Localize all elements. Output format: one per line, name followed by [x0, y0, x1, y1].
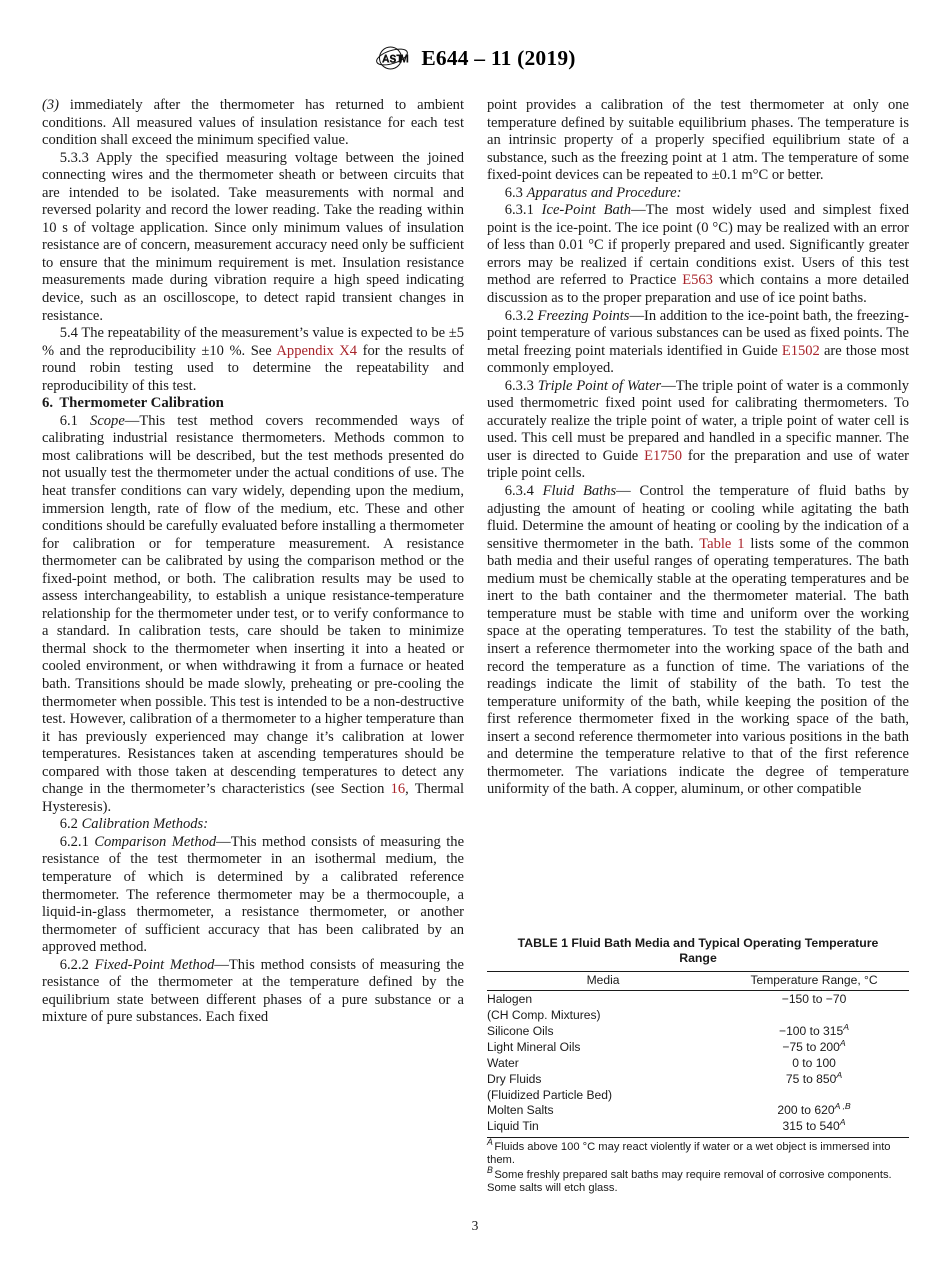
clause-number-6-3-2: 6.3.2 [504, 307, 534, 324]
paragraph-6-3-4-body-b: lists some of the common bath media and their useful ranges of operating temperatures. The bath medium must be chemically stable at the operating temperatures and be inert to the bath container and the thermometer material. The bath temperature must be stable with time and uniform over the working space at the operating temperatures. To test the stability of the bath, insert a reference thermometer into the working space of the bath and record the temperature as a function of time. The variations of the readings indicate the limit of stability of the bath. To test the temperature uniformity of the bath, while keeping the position of the first reference thermometer fixed in the working space of the bath, insert a second reference thermometer into various positions in the bath and determine the temperature relative to that of the first reference thermometer. The variations indicate the degree of temperature uniformity of the bath. A copper, aluminum, or other compatible [487, 535, 909, 798]
clause-number-6-3-1: 6.3.1 [504, 202, 534, 219]
paragraph-6-3-1 [487, 202, 909, 307]
cell-media: Molten Salts [487, 1103, 554, 1118]
paragraph-5-4 [42, 325, 464, 395]
paragraph-6-3-3-body-a: —The triple point of water is a commonly used thermometric fixed point used for calibrating thermometers. To accurately realize the triple point of water, a triple point of water cell is used. This cell must be prepared and handled in a specific manner. The user is directed to Guide [487, 377, 910, 464]
section-heading-6 [42, 395, 464, 413]
astm-logo-icon [374, 44, 410, 72]
section-heading-6-title: Thermometer Calibration [59, 395, 224, 412]
paragraph-6-3 [487, 185, 909, 203]
cell-media: Dry Fluids [487, 1071, 542, 1086]
clause-number-6-1: 6.1 [59, 412, 78, 429]
footnote-marker: A ,B [834, 1101, 851, 1112]
cell-temperature-range: −150 to −70 [781, 991, 847, 1006]
cell-media: Light Mineral Oils [487, 1039, 581, 1054]
paragraph-6-3-2-body-a: —In addition to the ice-point bath, the freezing-point temperature of various substances can be used as fixed points. The metal freezing point materials identified in Guide [487, 307, 909, 359]
cell-media: Halogen [487, 991, 533, 1006]
clause-title-6-1: Scope [90, 412, 125, 429]
cell-media: Liquid Tin [487, 1119, 719, 1137]
cell-media: (Fluidized Particle Bed) [487, 1087, 613, 1102]
left-text-column [42, 97, 464, 1027]
clause-number-6-2-1: 6.2.1 [59, 833, 89, 850]
table-row [487, 1071, 909, 1087]
cell-temperature-range: 315 to 540$^A$ [719, 1119, 909, 1137]
link-guide-e1502[interactable]: E1502 [781, 342, 820, 359]
paragraph-6-1 [42, 413, 464, 817]
link-section-16[interactable]: 16 [390, 781, 406, 798]
cell-media: Silicone Oils [487, 1023, 554, 1038]
paragraph-6-3-1-body-a: —The most widely used and simplest fixed point is the ice-point. The ice point (0 °C) may be realized with an error of less than 0.01 °C if properly prepared and used. Significantly greater errors may be realized if certain conditions exist. Users of this test method are referred to Practice [487, 202, 909, 289]
footnote-marker: A [836, 1069, 843, 1080]
table-1-footnotes [487, 1136, 909, 1196]
clause-title-6-2: Calibration Methods: [81, 816, 209, 833]
standard-designation: E644 – 11 (2019) [421, 45, 576, 70]
column-header-media: Media [487, 972, 719, 991]
table-row [487, 1039, 909, 1055]
right-text-column [487, 97, 909, 799]
paragraph-5-3-2-continuation [42, 97, 464, 150]
paragraph-5-3-3: 5.3.3 Apply the specified measuring voltage between the joined connecting wires and the thermometer sheath or between circuits that are intended to be isolated. Take measurements with normal and reversed polarity and record the lower reading. Take the reading within 10 s of voltage application. Since only minimum values of insulation resistance are of concern, measurement accuracy need only be sufficient to ensure that the minimum requirement is met. Insulation resistance measurements made during vibration require a high speed indicating device, such as an oscilloscope, to detect rapid transient changes in resistance. [42, 149, 464, 324]
cell-temperature-range: 0 to 100 [792, 1055, 836, 1070]
paragraph-6-2 [42, 816, 464, 834]
paragraph-6-3-3 [487, 378, 909, 483]
clause-number-6-3-4: 6.3.4 [504, 483, 534, 500]
paragraph-6-2-1-body: —This method consists of measuring the resistance of the test thermometer in an isothermal medium, the temperature of which is determined by a calibrated reference thermometer. The reference thermometer may be a thermocouple, a liquid-in-glass thermometer, a resistance thermometer, or another thermometer of sufficient accuracy that has been calibrated by an approved method. [42, 833, 465, 956]
paragraph-6-2-2-body: —This method consists of measuring the resistance of the thermometer at the temperature defined by the equilibrium state between different phases of a pure substance or a mixture of pure substances. Each fixed [42, 956, 464, 1026]
table-1-fluid-bath-media [487, 971, 909, 1138]
section-heading-6-number: 6. [42, 395, 54, 412]
page-number: 3 [471, 1218, 479, 1233]
cell-media: (CH Comp. Mixtures) [487, 1007, 601, 1022]
paragraph-6-1-tail: , Thermal Hysteresis). [42, 781, 464, 815]
page-header [0, 44, 950, 84]
link-guide-e1750[interactable]: E1750 [644, 447, 683, 464]
clause-title-6-2-1: Comparison Method [94, 833, 217, 850]
cell-media: Water [487, 1055, 519, 1070]
table-footnote: $^B$ Some freshly prepared salt baths may require removal of corrosive components. Some salts will etch glass. [487, 1165, 892, 1195]
clause-title-6-3-4: Fluid Baths [542, 483, 617, 500]
clause-title-6-3: Apparatus and Procedure: [526, 184, 682, 201]
link-appendix-x4[interactable]: Appendix X4 [276, 342, 358, 359]
paragraph-6-3-4-body-a: — Control the temperature of fluid baths by adjusting the amount of heating or cooling while agitating the bath fluid. Determine the amount of heating or cooling by the indication of a sensitive thermometer in the bath. [487, 483, 909, 552]
paragraph-5-3-2-body: immediately after the thermometer has returned to ambient conditions. All measured values of insulation resistance for each test condition shall exceed the minimum specified value. [42, 97, 464, 149]
cell-temperature-range [719, 1087, 909, 1103]
clause-title-6-3-3: Triple Point of Water [537, 377, 662, 394]
cell-temperature-range: 200 to 620$^{A ,B}$ [777, 1101, 851, 1118]
paragraph-5-4-part-1: 5.4 The repeatability of the measurement’s value is expected to be ±5 % and the reproducibility ±10 %. See [42, 325, 464, 359]
table-row [487, 1055, 909, 1071]
paragraph-6-1-body: —This test method covers recommended ways of calibrating industrial resistance thermometers. Methods common to most calibrations will be described, but the test methods presented do not usually test the thermometer under the actual conditions of use. The heat transfer conditions can vary widely, depending upon the medium, immersion length, rate of flow of the medium, etc. These and other conditions should be carefully evaluated before installing a thermometer for calibration or for temperature measurement. A resistance thermometer can be calibrated by using the comparison method or the fixed-point method, or both. The calibration results may be used to assess interchangeability, to establish a unique resistance-temperature relationship for the thermometer under test, or to verify conformance to a standard. In calibration tests, care should be taken to minimize thermal shock to the thermometer when inserting it into a heated or cooled environment, or when withdrawing it from a furnace or heated bath. Transitions should be made slowly, preheating or pre-cooling the thermometer when possible. This test is intended to be a non-destructive test. However, calibration of a thermometer to a higher temperature than it has previously experienced may change it’s calibration at lower temperatures. Resistances taken at ascending temperatures should be compared with those taken at descending temperatures to detect any change in the thermometer’s characteristics (see Section [42, 412, 465, 798]
clause-number-6-3-3: 6.3.3 [504, 377, 534, 394]
clause-marker-3: (3) [42, 97, 59, 113]
clause-number-6-2-2: 6.2.2 [59, 956, 89, 973]
table-header-row [487, 972, 909, 991]
cell-temperature-range: −100 to 315$^A$ [779, 1021, 850, 1038]
table-row [487, 991, 909, 1007]
paragraph-6-3-3-body-b: for the preparation and use of water triple point cells. [487, 447, 909, 482]
cell-temperature-range: 75 to 850$^A$ [785, 1069, 843, 1086]
paragraph-6-3-4 [487, 483, 909, 799]
table-1-block [487, 936, 909, 1197]
cell-temperature-range [719, 1007, 909, 1023]
footnote-marker: A [843, 1021, 850, 1032]
paragraph-6-3-2 [487, 308, 909, 378]
paragraph-6-2-1 [42, 834, 464, 957]
cell-temperature-range: −75 to 200$^A$ [782, 1037, 846, 1054]
footnote-marker: A [839, 1117, 846, 1128]
clause-title-6-3-2: Freezing Points [537, 307, 630, 324]
footnote-mark: A [487, 1136, 493, 1147]
paragraph-6-3-2-body-b: are those most commonly employed. [487, 342, 909, 377]
table-footnote: $^A$ Fluids above 100 °C may react violently if water or a wet object is immersed into them. [487, 1136, 891, 1167]
clause-title-6-3-1: Ice-Point Bath [541, 202, 632, 219]
clause-number-6-3: 6.3 [504, 184, 523, 201]
footnote-marker: A [839, 1037, 846, 1048]
table-1-body [487, 991, 909, 1137]
table-row [487, 1119, 909, 1137]
footnote-mark: B [487, 1165, 493, 1176]
paragraph-6-2-2 [42, 957, 464, 1027]
table-1-head [487, 972, 909, 991]
link-practice-e563[interactable]: E563 [682, 272, 713, 289]
table-1-caption: TABLE 1 Fluid Bath Media and Typical Operating Temperature Range [517, 936, 879, 965]
column-header-temperature-range: Temperature Range, °C [719, 972, 909, 991]
paragraph-5-4-part-2: for the results of round robin testing used to determine the repeatability and reproducibility of this test. [42, 342, 464, 394]
clause-title-6-2-2: Fixed-Point Method [94, 956, 215, 973]
paragraph-6-3-1-body-b: which contains a more detailed discussion as to the proper preparation and use of ice point baths. [487, 272, 909, 307]
clause-number-6-2: 6.2 [59, 816, 78, 833]
link-table-1[interactable]: Table 1 [699, 535, 745, 552]
paragraph-6-2-2-continuation: point provides a calibration of the test thermometer at only one temperature defined by suitable equilibrium phases. The temperature is an intrinsic property of a properly specified equilibrium state of a substance, such as the freezing point at 1 atm. The temperature of some fixed-point devices can be repeated to ±0.1 m°C or better. [487, 97, 909, 184]
